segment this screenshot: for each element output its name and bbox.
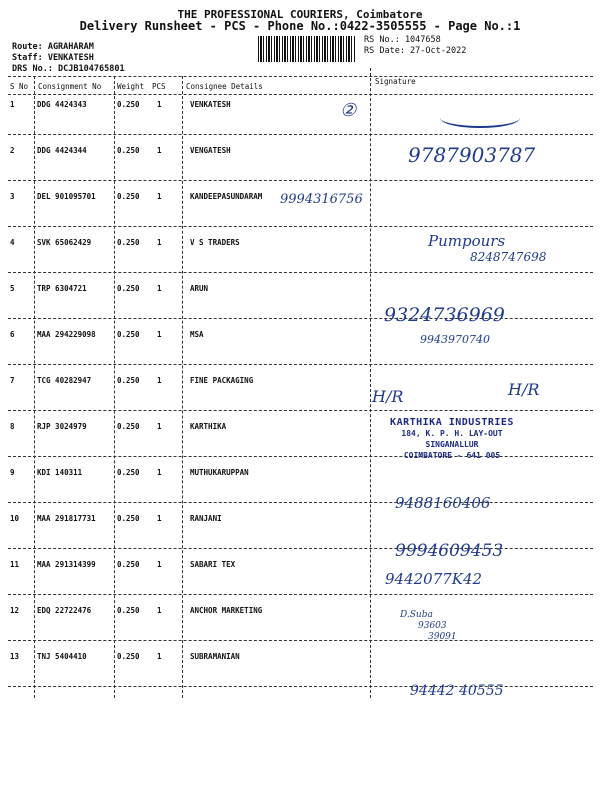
handwritten-phone-row5: 9324736969 (384, 304, 505, 326)
row-divider (8, 686, 593, 687)
column-header-consignee: Consignee Details (186, 82, 263, 91)
row-consignee: MSA (190, 330, 204, 339)
row-sno: 12 (10, 606, 20, 615)
row-pcs: 1 (157, 376, 162, 385)
row-sno: 3 (10, 192, 15, 201)
handwritten-phone-row3: 9994316756 (280, 192, 363, 207)
column-divider (182, 76, 183, 698)
row-consignee: RANJANI (190, 514, 222, 523)
stamp-line: COIMBATORE - 641 005 (403, 451, 501, 460)
handwritten-mark-row8: H/R (508, 380, 540, 399)
column-divider (370, 68, 371, 698)
handwritten-name-row4: Pumpours (428, 232, 506, 250)
row-consignee: V S TRADERS (190, 238, 240, 247)
row-pcs: 1 (157, 238, 162, 247)
row-weight: 0.250 (117, 422, 140, 431)
row-weight: 0.250 (117, 284, 140, 293)
row-consignee: KARTHIKA (190, 422, 227, 431)
row-divider (8, 548, 593, 549)
rs-number: RS No.: 1047658 (364, 35, 441, 45)
handwritten-phone-row9: 9488160406 (395, 494, 491, 512)
handwritten-phone-row2: 9787903787 (408, 143, 536, 167)
column-header-pcs: PCS (152, 82, 166, 91)
row-consignee: VENGATESH (190, 146, 231, 155)
signature-scribble (440, 108, 520, 128)
stamp-line: 184, K. P. H. LAY-OUT (401, 429, 503, 438)
row-consignment-no: MAA 291817731 (37, 514, 96, 523)
column-divider (114, 76, 115, 698)
table-header-rule (8, 94, 593, 95)
row-divider (8, 226, 593, 227)
column-divider (34, 76, 35, 698)
handwritten-phone-row6: 9943970740 (420, 333, 490, 346)
row-divider (8, 502, 593, 503)
handwritten-circled-2: ② (340, 100, 357, 121)
row-consignment-no: TRP 6304721 (37, 284, 87, 293)
row-consignment-no: DDG 4424344 (37, 146, 87, 155)
row-pcs: 1 (157, 560, 162, 569)
row-consignment-no: SVK 65062429 (37, 238, 92, 247)
row-divider (8, 364, 593, 365)
row-consignment-no: TCG 40282947 (37, 376, 92, 385)
handwritten-mark-row7: H/R (372, 387, 404, 406)
row-sno: 6 (10, 330, 15, 339)
row-weight: 0.250 (117, 560, 140, 569)
handwritten-note-row12: D.Suba (400, 610, 433, 620)
route-label: Route: AGRAHARAM (12, 42, 94, 52)
handwritten-note-row12: 93603 (418, 621, 447, 631)
handwritten-phone-row11: 9442077K42 (385, 570, 483, 588)
row-weight: 0.250 (117, 238, 140, 247)
row-consignee: VENKATESH (190, 100, 231, 109)
row-consignee: SABARI TEX (190, 560, 236, 569)
row-weight: 0.250 (117, 192, 140, 201)
stamp-line: KARTHIKA INDUSTRIES (390, 417, 514, 428)
row-sno: 8 (10, 422, 15, 431)
row-consignee: ANCHOR MARKETING (190, 606, 263, 615)
row-divider (8, 134, 593, 135)
row-pcs: 1 (157, 100, 162, 109)
row-sno: 1 (10, 100, 15, 109)
row-divider (8, 640, 593, 641)
handwritten-phone-row4: 8248747698 (470, 250, 547, 264)
company-name: THE PROFESSIONAL COURIERS, Coimbatore (177, 8, 423, 21)
column-header-signature: Signature (375, 77, 416, 86)
row-consignee: KANDEEPASUNDARAM (190, 192, 263, 201)
row-consignment-no: TNJ 5404410 (37, 652, 87, 661)
column-header-sno: S No (10, 82, 29, 91)
row-divider (8, 180, 593, 181)
row-pcs: 1 (157, 514, 162, 523)
row-consignment-no: MAA 291314399 (37, 560, 96, 569)
row-weight: 0.250 (117, 146, 140, 155)
barcode (258, 36, 356, 62)
row-consignment-no: DDG 4424343 (37, 100, 87, 109)
row-consignee: ARUN (190, 284, 209, 293)
row-sno: 11 (10, 560, 20, 569)
row-pcs: 1 (157, 330, 162, 339)
drs-number: DRS No.: DCJB104765801 (12, 64, 125, 74)
table-top-rule (8, 76, 593, 77)
row-pcs: 1 (157, 192, 162, 201)
row-consignee: FINE PACKAGING (190, 376, 254, 385)
row-sno: 10 (10, 514, 20, 523)
row-divider (8, 272, 593, 273)
row-weight: 0.250 (117, 468, 140, 477)
row-consignment-no: RJP 3024979 (37, 422, 87, 431)
row-consignee: SUBRAMANIAN (190, 652, 240, 661)
row-divider (8, 318, 593, 319)
row-consignment-no: KDI 140311 (37, 468, 83, 477)
row-sno: 5 (10, 284, 15, 293)
row-sno: 7 (10, 376, 15, 385)
row-weight: 0.250 (117, 330, 140, 339)
row-pcs: 1 (157, 468, 162, 477)
row-consignee: MUTHUKARUPPAN (190, 468, 249, 477)
row-pcs: 1 (157, 284, 162, 293)
row-consignment-no: EDQ 22722476 (37, 606, 92, 615)
staff-label: Staff: VENKATESH (12, 53, 94, 63)
runsheet-title: Delivery Runsheet - PCS - Phone No.:0422-3505555 - Page No.:1 (79, 19, 521, 33)
row-weight: 0.250 (117, 652, 140, 661)
row-sno: 9 (10, 468, 15, 477)
row-weight: 0.250 (117, 376, 140, 385)
row-consignment-no: MAA 294229098 (37, 330, 96, 339)
row-pcs: 1 (157, 422, 162, 431)
column-header-consignment: Consignment No (38, 82, 102, 91)
row-pcs: 1 (157, 606, 162, 615)
row-divider (8, 594, 593, 595)
stamp-line: SINGANALLUR (425, 440, 479, 449)
row-pcs: 1 (157, 652, 162, 661)
row-pcs: 1 (157, 146, 162, 155)
row-weight: 0.250 (117, 606, 140, 615)
company-stamp (382, 417, 522, 461)
row-weight: 0.250 (117, 100, 140, 109)
row-sno: 4 (10, 238, 15, 247)
row-weight: 0.250 (117, 514, 140, 523)
row-consignment-no: DEL 901095701 (37, 192, 96, 201)
handwritten-phone-row10: 9994609453 (395, 541, 504, 561)
column-header-weight: Weight (117, 82, 145, 91)
row-sno: 2 (10, 146, 15, 155)
row-divider (8, 410, 593, 411)
row-sno: 13 (10, 652, 20, 661)
handwritten-phone-row13: 94442 40555 (410, 683, 504, 699)
handwritten-note-row12: 39091 (428, 632, 457, 642)
rs-date: RS Date: 27-Oct-2022 (364, 46, 467, 56)
